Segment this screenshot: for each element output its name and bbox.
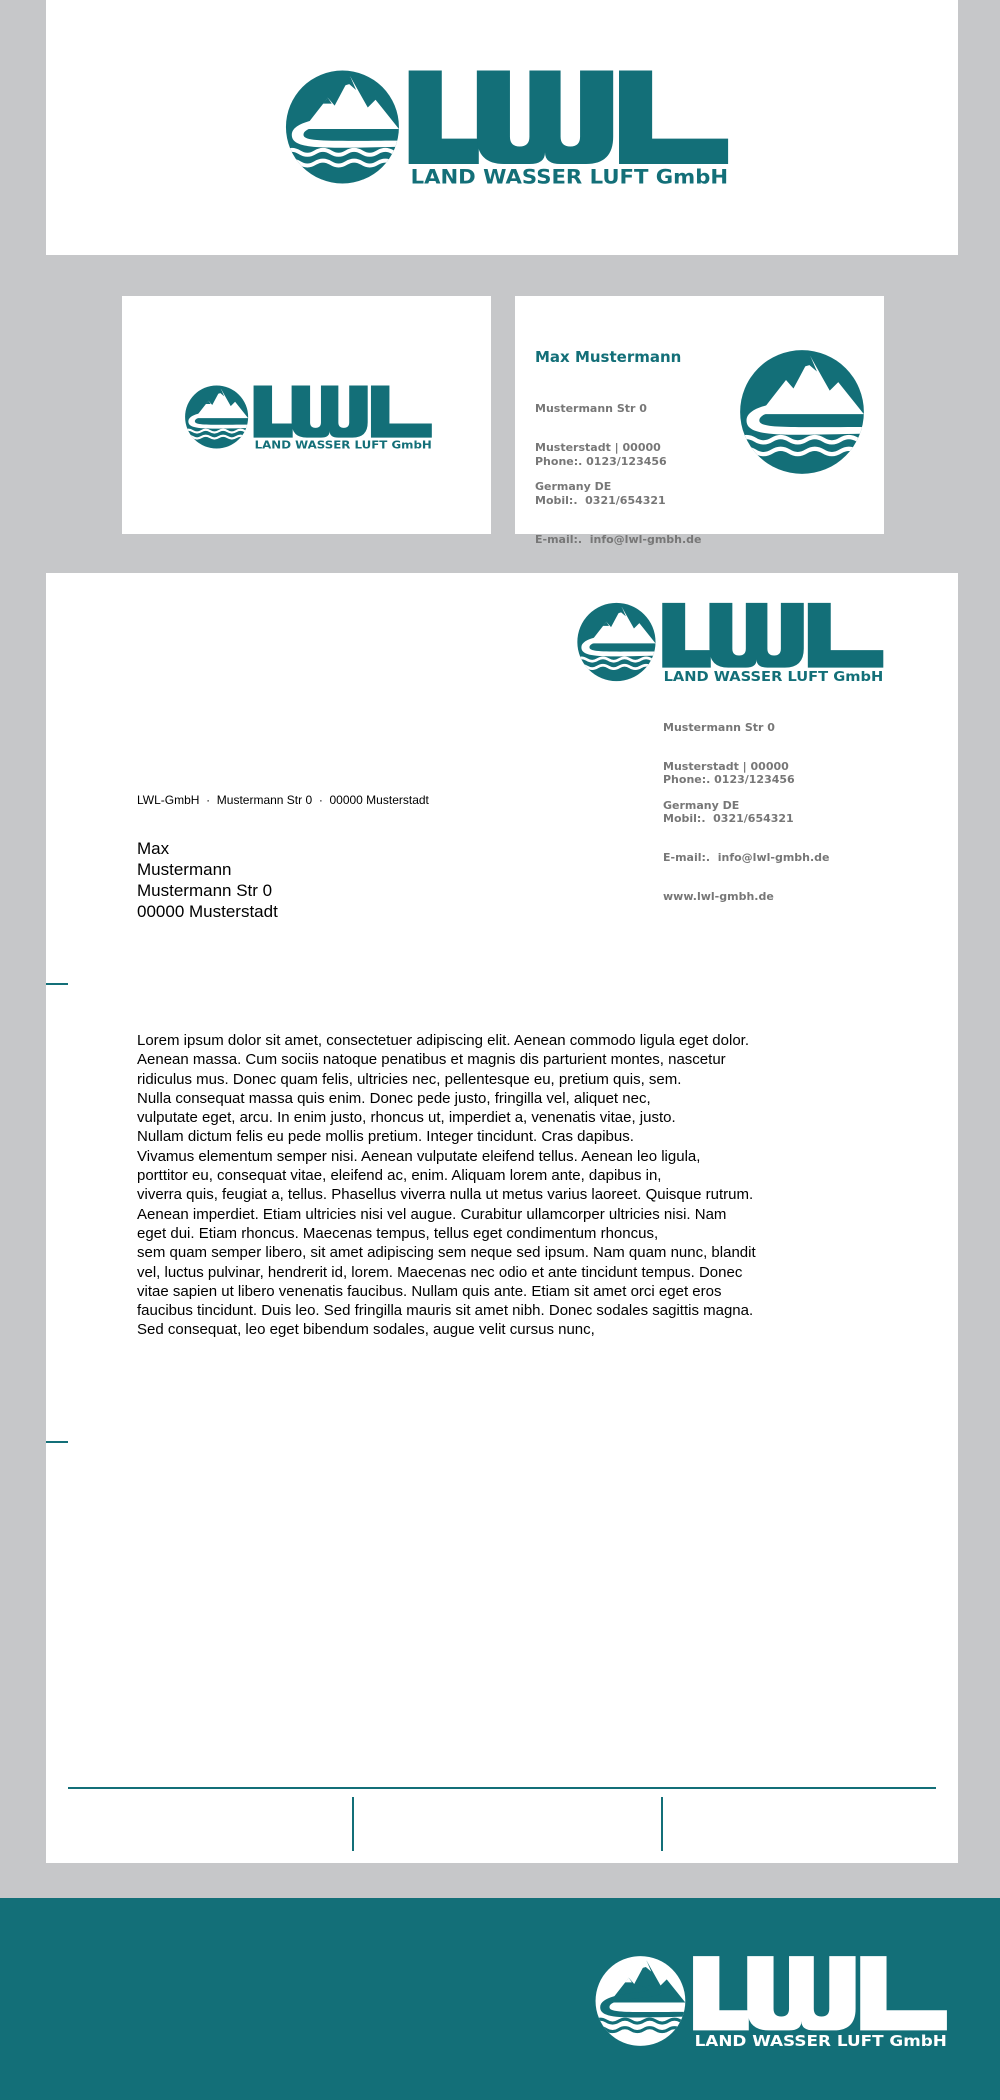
- letterhead-page: [46, 573, 958, 1863]
- body-line: vitae sapien ut libero venenatis faucibus. Nullam quis ante. Etiam sit amet orci eget eros: [137, 1282, 722, 1300]
- letterhead-address-line: Mustermann Str 0: [663, 721, 775, 734]
- recipient-address: [137, 838, 278, 922]
- body-line: vel, luctus pulvinar, hendrerit id, lorem. Maecenas nec odio et ante tincidunt tempus. Donec: [137, 1263, 743, 1281]
- body-line: Sed consequat, leo eget bibendum sodales, augue velit cursus nunc,: [137, 1321, 595, 1339]
- letterhead-contact-line: Mobil:. 0321/654321: [663, 812, 794, 825]
- brand-footer-band: [0, 1898, 1000, 2100]
- card-contact-line: E-mail:. info@lwl-gmbh.de: [535, 533, 702, 546]
- mountain-river-emblem-icon: [594, 1956, 695, 2046]
- card-address-line: Musterstadt | 00000: [535, 441, 661, 454]
- body-line: Vivamus elementum semper nisi. Aenean vulputate eleifend tellus. Aenean leo ligula,: [137, 1147, 701, 1165]
- letterhead-address-line: Germany DE: [663, 799, 740, 812]
- body-line: vulputate eget, arcu. In enim justo, rhoncus ut, imperdiet a, venenatis vitae, justo.: [137, 1109, 676, 1127]
- footer-divider: [68, 1787, 936, 1789]
- letterhead-contact: [663, 747, 830, 929]
- lwl-wordmark: [254, 385, 432, 437]
- brand-logo: [576, 601, 886, 683]
- body-line: eget dui. Etiam rhoncus. Maecenas tempus, tellus eget condimentum rhoncus,: [137, 1224, 659, 1242]
- recipient-line: 00000 Musterstadt: [137, 902, 278, 921]
- body-line: Aenean imperdiet. Etiam ultricies nisi vel augue. Curabitur ullamcorper ultricies nisi. Nam: [137, 1205, 727, 1223]
- business-card-front: [122, 296, 491, 534]
- footer-column-divider: [352, 1797, 354, 1851]
- body-line: ridiculus mus. Donec quam felis, ultricies nec, pellentesque eu, pretium quis, sem.: [137, 1070, 682, 1088]
- lwl-wordmark: [409, 71, 728, 164]
- business-card-back: [515, 296, 884, 546]
- body-line: Nulla consequat massa quis enim. Donec pede justo, fringilla vel, aliquet nec,: [137, 1089, 651, 1107]
- lwl-wordmark: [693, 1956, 947, 2030]
- mountain-river-emblem-icon: [184, 385, 255, 448]
- letter-body: [137, 1031, 756, 1340]
- footer-column-divider: [661, 1797, 663, 1851]
- mountain-river-emblem-icon: [576, 603, 664, 681]
- sender-line: LWL-GmbH · Mustermann Str 0 · 00000 Musterstadt: [137, 793, 429, 807]
- logo-tagline: LAND WASSER LUFT GmbH: [410, 165, 729, 186]
- logo-tagline: LAND WASSER LUFT GmbH: [694, 2031, 947, 2048]
- letterhead-contact-line: E-mail:. info@lwl-gmbh.de: [663, 851, 830, 864]
- body-line: sem quam semper libero, sit amet adipiscing sem neque sed ipsum. Nam quam nunc, blandit: [137, 1244, 756, 1262]
- recipient-line: Max: [137, 839, 170, 858]
- body-line: viverra quis, feugiat a, tellus. Phasellus viverra nulla ut metus varius laoreet. Quisque rutrum.: [137, 1186, 754, 1204]
- fold-mark: [46, 983, 68, 985]
- card-contact-line: Mobil:. 0321/654321: [535, 494, 666, 507]
- body-line: Lorem ipsum dolor sit amet, consectetuer adipiscing elit. Aenean commodo ligula eget dolor.: [137, 1032, 750, 1049]
- recipient-line: Mustermann Str 0: [137, 881, 273, 900]
- logo-showcase-panel: [46, 0, 958, 255]
- letterhead-contact-line: www.lwl-gmbh.de: [663, 890, 774, 903]
- body-line: Nullam dictum felis eu pede mollis pretium. Integer tincidunt. Cras dapibus.: [137, 1128, 634, 1146]
- recipient-line: Mustermann: [137, 860, 232, 879]
- card-name: Max Mustermann: [535, 348, 682, 366]
- logo-tagline: LAND WASSER LUFT GmbH: [663, 669, 884, 683]
- body-line: porttitor eu, consequat vitae, eleifend ac, enim. Aliquam lorem ante, dapibus in,: [137, 1167, 662, 1185]
- brand-logo: [594, 1954, 950, 2048]
- brand-logo: [184, 384, 434, 450]
- body-line: faucibus tincidunt. Duis leo. Sed fringilla mauris sit amet nibh. Donec sodales sagittis magna.: [137, 1302, 754, 1320]
- mountain-river-emblem-icon: [738, 348, 866, 476]
- letterhead-address-line: Musterstadt | 00000: [663, 760, 789, 773]
- card-contact-line: Phone:. 0123/123456: [535, 455, 667, 468]
- card-address-line: Germany DE: [535, 480, 612, 493]
- fold-mark: [46, 1441, 68, 1443]
- brand-logo: [284, 68, 732, 186]
- card-address-line: Mustermann Str 0: [535, 402, 647, 415]
- logo-tagline: LAND WASSER LUFT GmbH: [254, 438, 432, 450]
- mountain-river-emblem-icon: [284, 71, 411, 184]
- lwl-wordmark: [662, 603, 883, 668]
- letterhead-contact-line: Phone:. 0123/123456: [663, 773, 795, 786]
- body-line: Aenean massa. Cum sociis natoque penatibus et magnis dis parturient montes, nascetur: [137, 1051, 726, 1069]
